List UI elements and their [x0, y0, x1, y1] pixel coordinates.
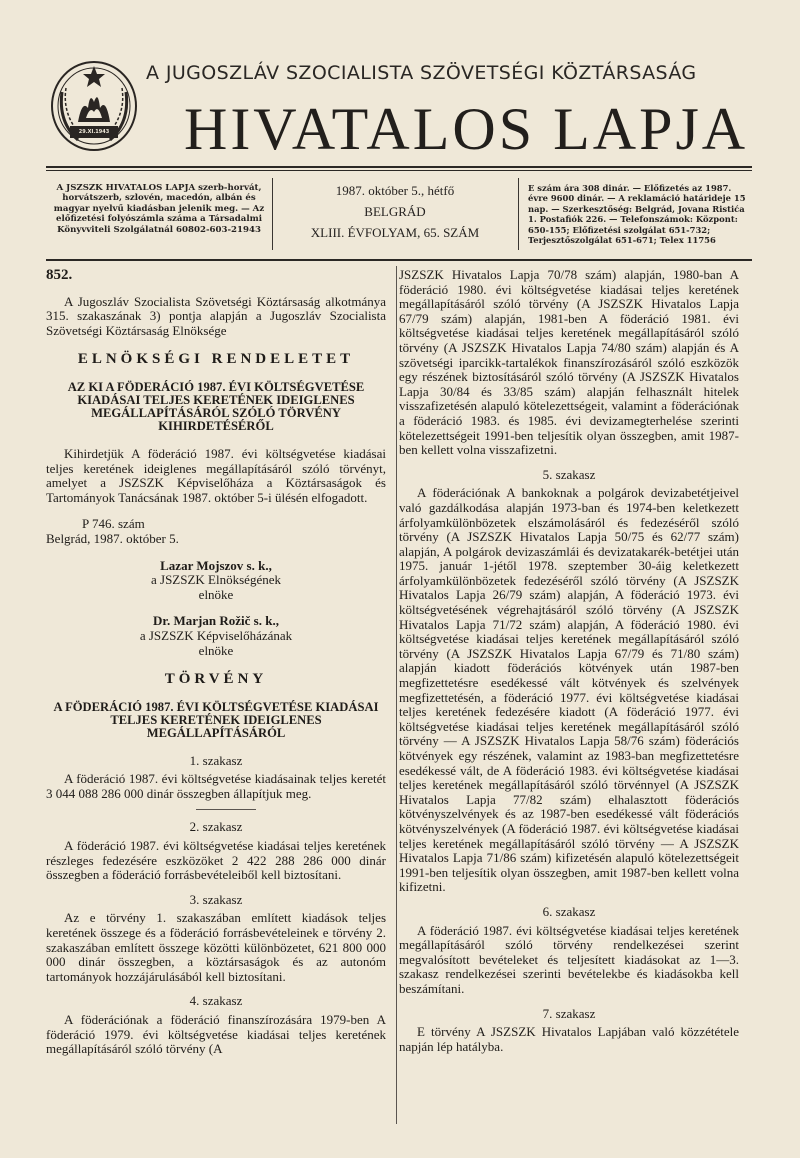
column-divider	[396, 266, 397, 1124]
section-4-continuation: JSZSZK Hivatalos Lapja 70/78 szám) alapján, 1980-ban A föderáció 1980. évi költségvetése kiadásai teljes keretének megállapításáról szóló törvény (A JSZSZK Hivatalos Lapja 67/79 szám) alapján, 1981-ben A föderáció 1981. évi költségvetése kiadásai teljes keretének megállapításáról szóló törvény (A JSZSZK Hivatalos Lapja 74/80 szám) alapján és A szövetségi iparcikk-tartalékok finanszírozásáról szóló eszközök egy részének biztosításáról szóló törvény (A JSZSZK Hivatalos Lapja 30/84 és 33/85 szám) alapján felhasznált hitelek visszafizetésén alapuló kötelezettségeit, valamint a föderációnak a föderáció 1983. és 1985. évi devizamegterhelése szerinti kötelezettségeit 1991-ben teljesítik olyan összegben, amit 1987-ben kellett volna visszafizetni.	[399, 267, 739, 458]
gazette-title: HIVATALOS LAPJA	[184, 96, 749, 162]
emblem-date: 29.XI.1943	[78, 129, 110, 135]
header-bottom-rule	[46, 259, 752, 261]
issue-volume: XLIII. ÉVFOLYAM, 65. SZÁM	[310, 225, 480, 240]
decree-intro: A Jugoszláv Szocialista Szövetségi Köztársaság alkotmánya 315. szakaszának 3) pontja alapján a Jugoszláv Szocialista Szövetségi Köztársaság Elnöksége	[46, 293, 386, 338]
info-divider-right	[518, 178, 519, 250]
signature-1-title: elnöke	[198, 586, 234, 602]
section-separator	[196, 809, 256, 810]
masthead-rule-thin	[46, 170, 752, 171]
state-emblem-icon	[48, 52, 140, 154]
price-info: E szám ára 308 dinár. — Előfizetés az 1987. évre 9600 dinár. — A reklamáció határideje 15 nap. — Szerkesztőség: Belgrád, Jovana Ristića 1. Postafiók 226. — Telefonszámok: Központ: 650-155; Előfizetési szolgálat 651-732; Terjesztőszolgálat 651-671; Telex 11756	[528, 183, 746, 246]
section-3-text: Az e törvény 1. szakaszában említett kiadások teljes keretének összege és a föderáció forrásbevételeinek e törvény 2. szakaszában említett összege közötti különbözetet, 621 800 000 000 dinár összegben, a köztársaságok és az autonóm tartományok hozzájárulásából kell biztosítani.	[46, 910, 386, 984]
document-number: 852.	[46, 267, 73, 283]
section-5-title: 5. szakasz	[542, 466, 596, 482]
issue-info	[276, 180, 514, 243]
section-4-title: 4. szakasz	[189, 993, 243, 1009]
section-1-title: 1. szakasz	[189, 752, 243, 768]
signature-2-role: a JSZSZK Képviselőházának	[139, 627, 293, 643]
right-column	[399, 268, 739, 1054]
signature-2-title: elnöke	[198, 642, 234, 658]
law-title: TÖRVÉNY	[164, 671, 268, 688]
section-7-title: 7. szakasz	[542, 1005, 596, 1021]
signature-2-name: Dr. Marjan Rožič s. k.,	[153, 613, 279, 629]
issue-place: BELGRÁD	[364, 204, 426, 219]
section-7-text: E törvény A JSZSZK Hivatalos Lapjában való közzététele napján lép hatályba.	[399, 1024, 739, 1054]
left-column	[46, 268, 386, 1057]
signature-1-name: Lazar Mojszov s. k.,	[160, 557, 272, 573]
section-2-text: A föderáció 1987. évi költségvetése kiadásai teljes keretének részleges fedezésére eszközöket 2 422 288 286 000 dinár összegben a föderáció forrásbevételeiből kell biztosítani.	[46, 838, 386, 883]
info-divider-left	[272, 178, 273, 250]
section-5-text: A föderációnak A bankoknak a polgárok devizabetétjeivel való gazdálkodása alapján 1973-ban és 1974-ben keletkezett árfolyamkülönbözetek elszámolásáról és fedezéséről szóló törvény (A JSZSZK Hivatalos Lapja 50/75 és 62/77 szám) alapján, A polgárok devizaszámlái és devizatakarék-betétjei után 1975. január 1-jétől 1978. szeptember 30-áig keletkezett árfolyamkülönbözetek fedezéséről szóló törvény (A JSZSZK Hivatalos Lapja 26/79 szám) alapján, A föderáció 1973. évi költségvetésének végrehajtásáról szóló törvény (A JSZSZK Hivatalos Lapja 71/72 szám) alapján, A föderáció 1980. évi költségvetése kiadásai teljes keretének megállapításáról szóló törvény (A JSZSZK Hivatalos Lapja 67/79 és 71/80 szám) alapján kiadott föderációs kötvények után 1987-ben megfizettetésre esedékessé vált kötvények és szelvények megfizettetésén, a föderáció 1977. évi költségvetése kiadásai teljes keretének fedezésére kiadott (A föderáció 1977. évi költségvetése kiadásai teljes keretének megállapításáról szóló törvény — A JSZSZK Hivatalos Lapja 58/76 szám) föderációs kötvények egy részének, valamint az 1983-ban megfizettetésre esedékessé vált, de A föderáció 1983. évi költségvetése kiadásai teljes keretének megállapításáról szóló törvénnyel (A JSZSZK Hivatalos Lapja 77/82 szám) elhalasztott föderációs kötvényszelvények és az 1987-ben esedékessé vált föderációs kötvényszelvények (A föderáció 1987. évi költségvetése kiadásai teljes keretének megállapításáról szóló törvény — A JSZSZK Hivatalos Lapja 71/86 szám) kifizetésén alapuló kötelezettségeit 1991-ben teljesítik olyan összegben, amit 1987-ben kellett volna kifizetni.	[399, 485, 739, 895]
publisher-info: A JSZSZK HIVATALOS LAPJA szerb-horvát, horvátszerb, szlovén, macedón, albán és magyar nyelvű kiadásban jelenik meg. — Az előfizetési folyószámla száma a Társadalmi Könyvviteli Szolgálatnál 60802-603-21943	[53, 183, 265, 235]
section-3-title: 3. szakasz	[189, 891, 243, 907]
reference-place-date: Belgrád, 1987. október 5.	[46, 530, 179, 546]
decree-heading: AZ KI A FÖDERÁCIÓ 1987. ÉVI KÖLTSÉGVETÉSE KIADÁSAI TELJES KERETÉNEK IDEIGLENES MEGÁLLAPÍTÁSÁRÓL SZÓLÓ TÖRVÉNY KIHIRDETÉSÉRŐL	[67, 379, 365, 433]
section-4-text: A föderációnak a föderáció finanszírozására 1979-ben A föderáció 1979. évi költségvetése kiadásai teljes keretének megállapításáról szóló törvény (A	[46, 1012, 386, 1057]
section-6-text: A föderáció 1987. évi költségvetése kiadásai teljes keretének megállapításáról szóló törvény rendelkezései szerint megvalósított bevételeket és teljesített kiadásokat az 1—3. szakasz rendelkezései szerinti bevételekbe és kiadásokba kell beszámítani.	[399, 922, 739, 996]
law-heading: A FÖDERÁCIÓ 1987. ÉVI KÖLTSÉGVETÉSE KIADÁSAI TELJES KERETÉNEK IDEIGLENES MEGÁLLAPÍTÁSÁRÓL	[53, 699, 379, 740]
section-1-text: A föderáció 1987. évi költségvetése kiadásainak teljes keretét 3 044 088 286 000 dinár összegben állapítjuk meg.	[46, 771, 386, 801]
country-name: A JUGOSZLÁV SZOCIALISTA SZÖVETSÉGI KÖZTÁRSASÁG	[146, 62, 697, 84]
decree-text: Kihirdetjük A föderáció 1987. évi költségvetése kiadásai teljes keretének ideiglenes megállapításáról szóló törvényt, amelyet a JSZSZK Képviselőháza a Köztársaságok és Tartományok Tanácsának 1987. október 5-i ülésén elfogadott.	[46, 445, 386, 505]
section-6-title: 6. szakasz	[542, 903, 596, 919]
reference-number: P 746. szám	[82, 516, 145, 532]
decree-title: ELNÖKSÉGI RENDELETET	[77, 351, 355, 368]
section-2-title: 2. szakasz	[189, 819, 243, 835]
masthead-rule	[46, 166, 752, 168]
signature-1-role: a JSZSZK Elnökségének	[151, 572, 281, 588]
issue-date: 1987. október 5., hétfő	[335, 183, 455, 198]
